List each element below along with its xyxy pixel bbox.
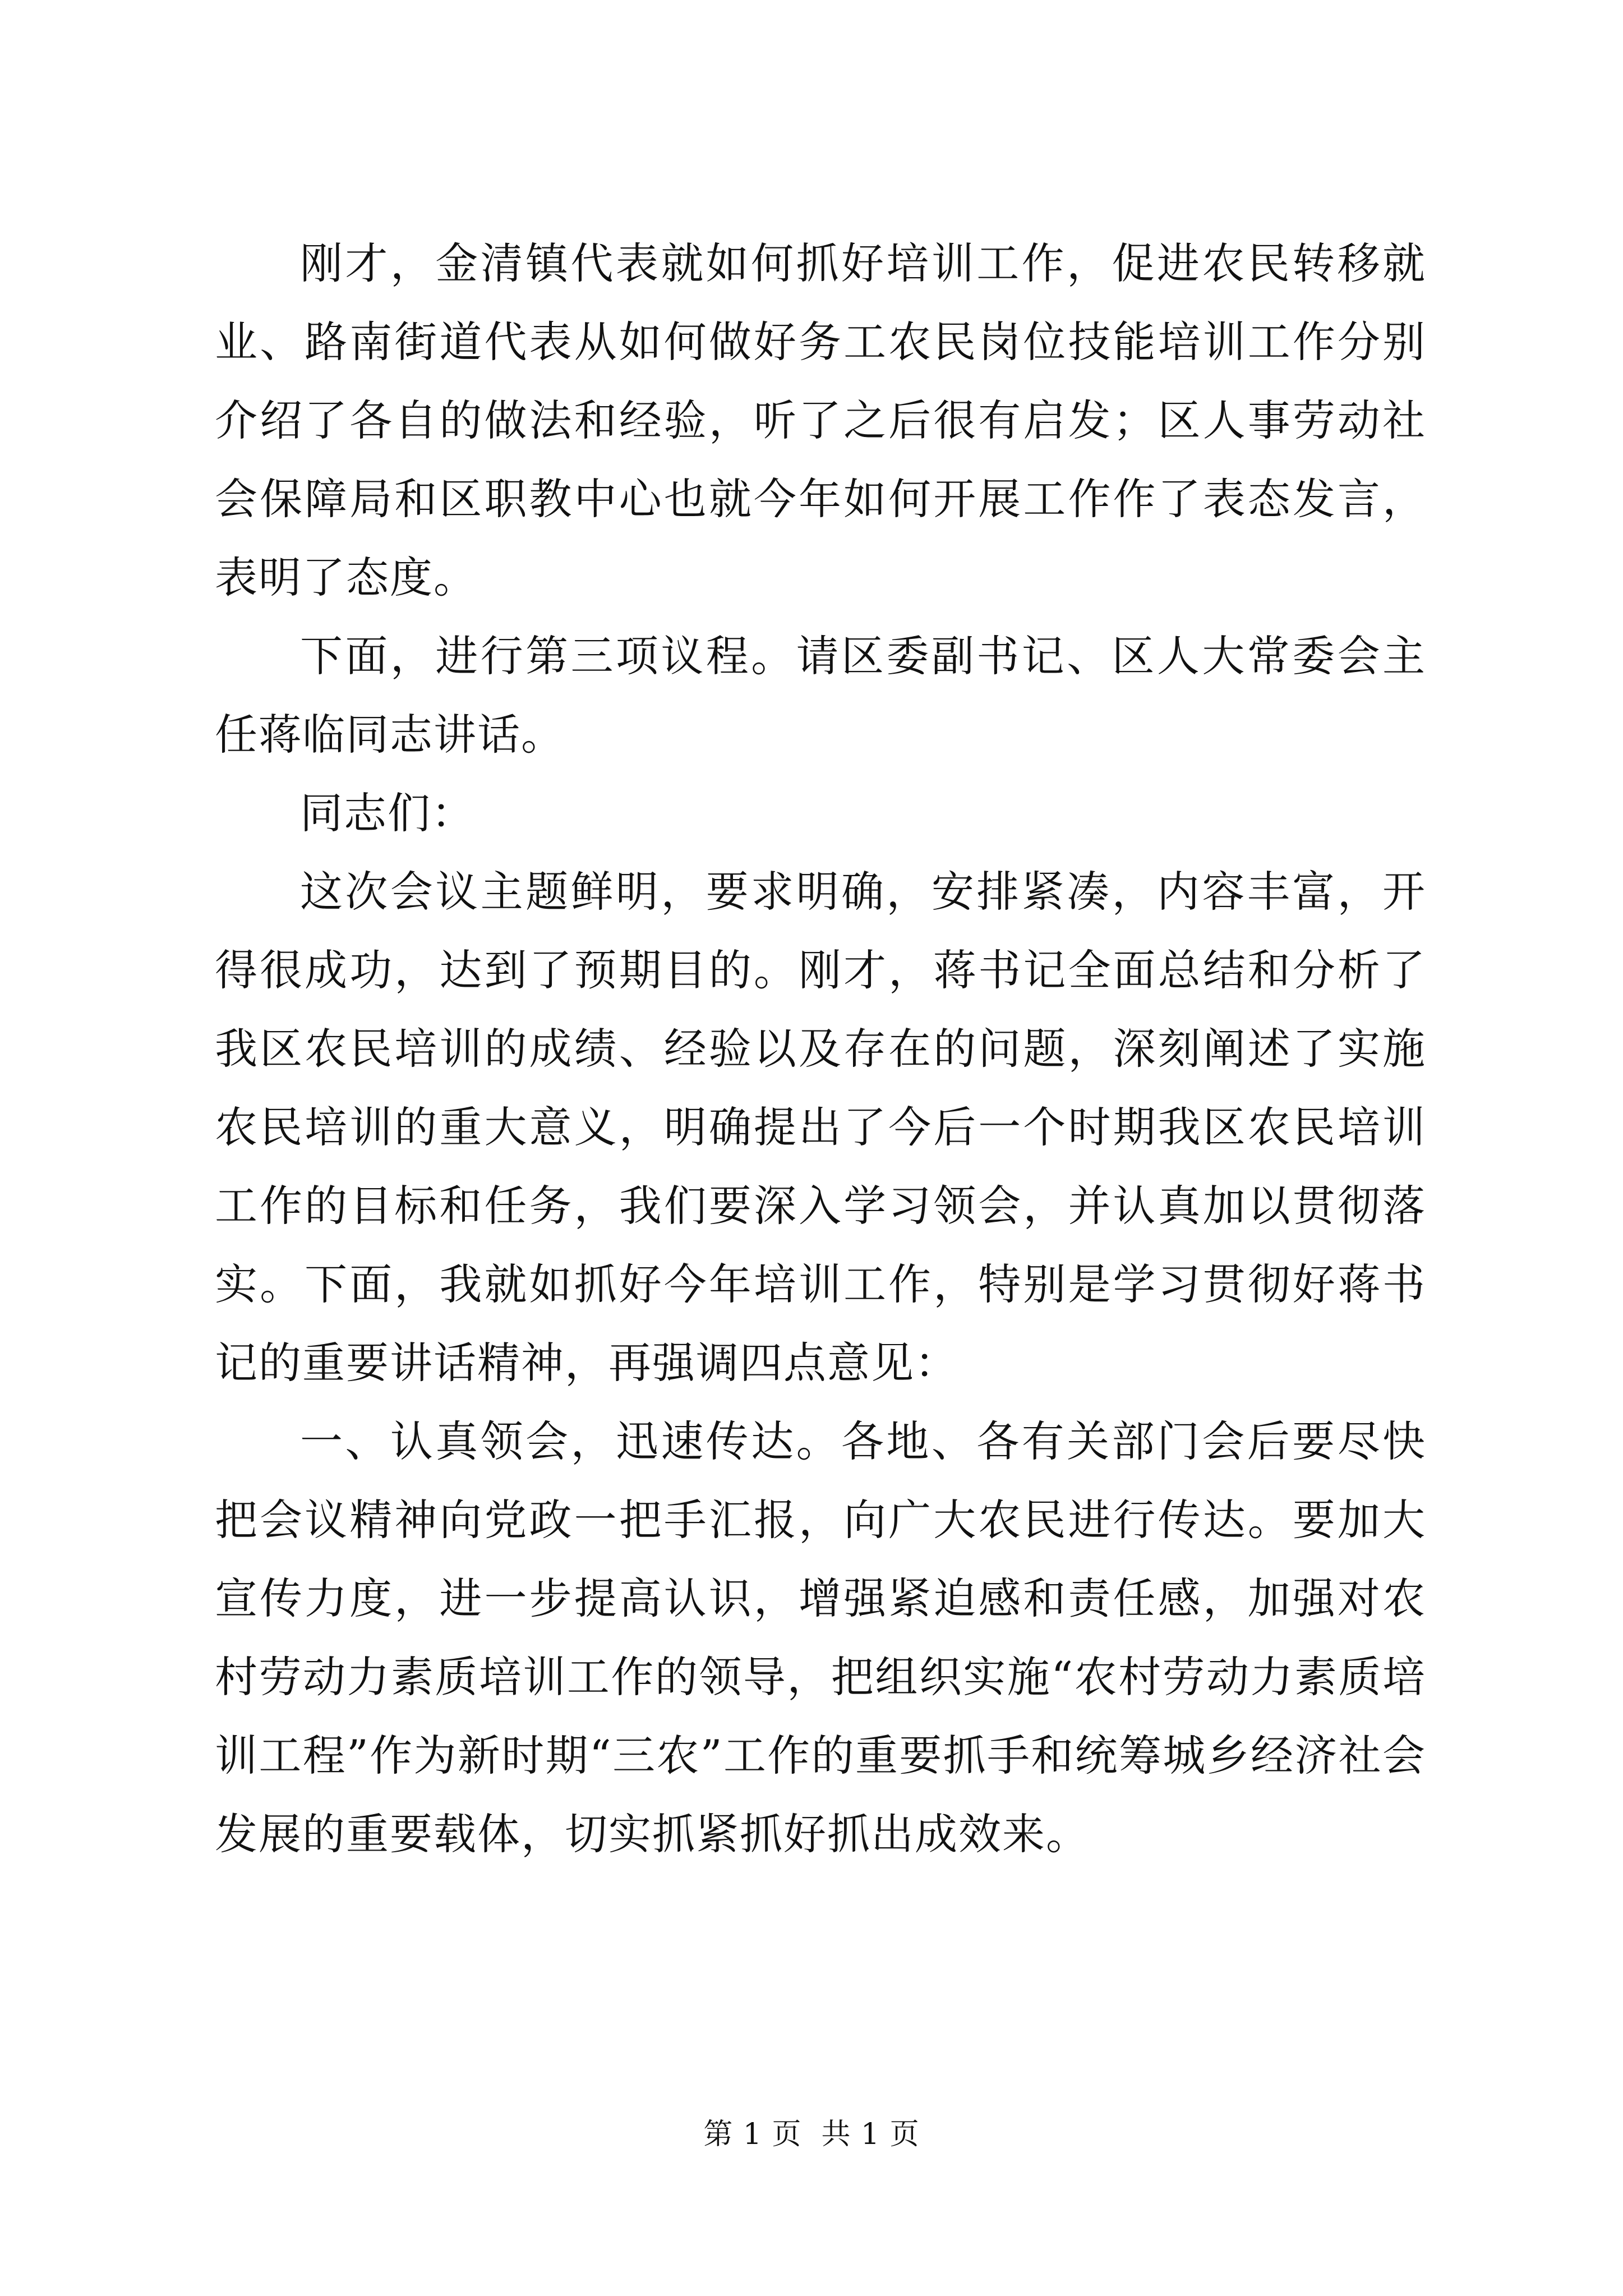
document-body xyxy=(215,224,1426,1874)
paragraph: 同志们： xyxy=(300,788,475,838)
paragraph: 这次会议主题鲜明，要求明确，安排紧凑，内容丰富，开得很成功，达到了预期目的。刚才，蒋书记全面总结和分析了我区农民培训的成绩、经验以及存在的问题，深刻阐述了实施农民培训的重大意义，明确提出了今后一个时期我区农民培训工作的目标和任务，我们要深入学习领会，并认真加以贯彻落实。下面，我就如抓好今年培训工作，特别是学习贯彻好蒋书记的重要讲话精神，再强调四点意见： xyxy=(215,867,1426,1388)
page-number-label: 第 1 页 共 1 页 xyxy=(703,2118,920,2151)
paragraph: 一、认真领会，迅速传达。各地、各有关部门会后要尽快把会议精神向党政一把手汇报，向广大农民进行传达。要加大宣传力度，进一步提高认识，增强紧迫感和责任感，加强对农村劳动力素质培训工作的领导，把组织实施“农村劳动力素质培训工程”作为新时期“三农”工作的重要抓手和统筹城乡经济社会发展的重要载体，切实抓紧抓好抓出成效来。 xyxy=(215,1416,1426,1859)
paragraph: 刚才，金清镇代表就如何抓好培训工作，促进农民转移就业、路南街道代表从如何做好务工农民岗位技能培训工作分别介绍了各自的做法和经验，听了之后很有启发；区人事劳动社会保障局和区职教中心也就今年如何开展工作作了表态发言，表明了态度。 xyxy=(215,238,1426,602)
paragraph: 下面，进行第三项议程。请区委副书记、区人大常委会主任蒋临同志讲话。 xyxy=(215,631,1426,760)
page-footer xyxy=(0,2115,1623,2154)
